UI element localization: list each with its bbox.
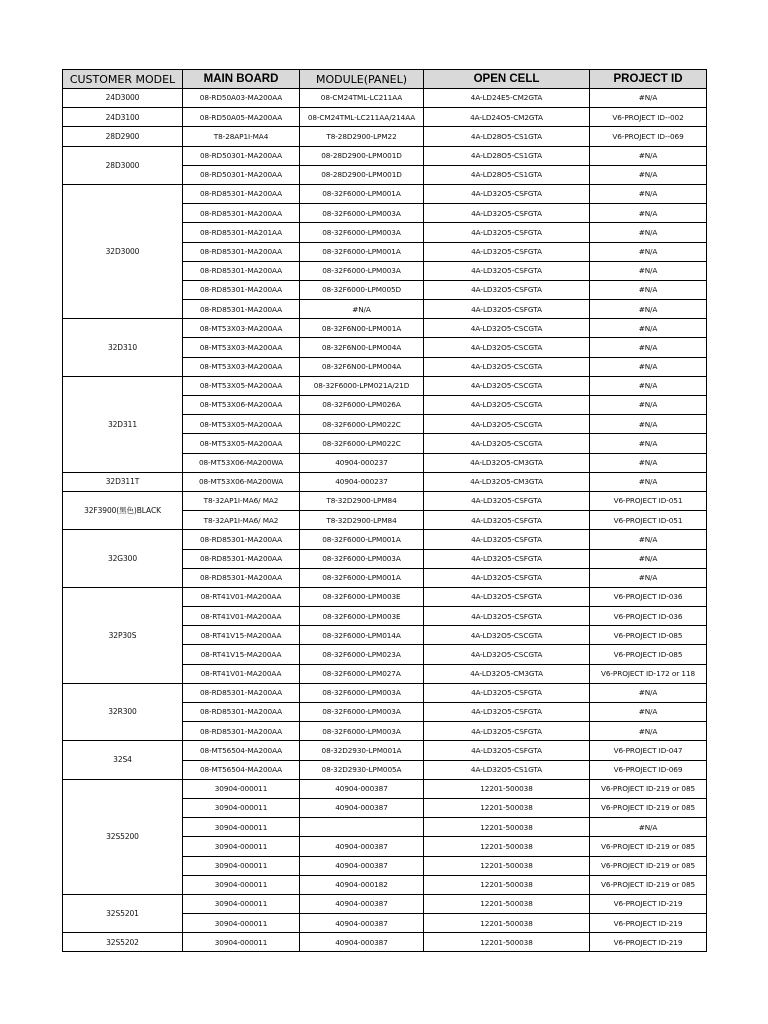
main-board-cell[interactable]: 08-RD85301-MA200AA <box>183 184 300 203</box>
table-row <box>63 184 707 203</box>
open-cell-cell[interactable]: 4A-LD32O5-CM3GTA <box>424 664 590 683</box>
module-cell[interactable]: 40904-000387 <box>300 837 424 856</box>
header-project-id[interactable]: PROJECT ID <box>590 70 707 89</box>
customer-model-cell[interactable]: 32S4 <box>63 741 183 779</box>
open-cell-cell[interactable]: 4A-LD32O5-CSCGTA <box>424 357 590 376</box>
module-cell[interactable]: #N/A <box>300 300 424 319</box>
open-cell-cell[interactable]: 12201-500038 <box>424 875 590 894</box>
main-board-cell[interactable]: 08-MT53X03-MA200AA <box>183 357 300 376</box>
open-cell-cell[interactable]: 12201-500038 <box>424 798 590 817</box>
project-id-cell[interactable]: #N/A <box>590 204 707 223</box>
module-cell[interactable]: 08-32F6000-LPM026A <box>300 396 424 415</box>
customer-model-cell[interactable]: 24D3000 <box>63 89 183 108</box>
main-board-cell[interactable]: 08-MT53X05-MA200AA <box>183 376 300 395</box>
main-board-cell[interactable]: 08-RT41V15-MA200AA <box>183 645 300 664</box>
project-id-cell[interactable]: V6-PROJECT ID-219 or 085 <box>590 875 707 894</box>
module-cell[interactable]: 40904-000387 <box>300 779 424 798</box>
module-cell[interactable]: 40904-000237 <box>300 453 424 472</box>
module-cell[interactable]: 08-32F6000-LPM003A <box>300 549 424 568</box>
open-cell-cell[interactable]: 12201-500038 <box>424 933 590 952</box>
open-cell-cell[interactable]: 4A-LD32O5-CS1GTA <box>424 760 590 779</box>
module-cell[interactable]: 08-32F6000-LPM001A <box>300 568 424 587</box>
open-cell-cell[interactable]: 4A-LD32O5-CSCGTA <box>424 338 590 357</box>
module-cell[interactable]: 40904-000387 <box>300 933 424 952</box>
project-id-cell[interactable]: V6-PROJECT ID-085 <box>590 626 707 645</box>
table-row <box>63 491 707 510</box>
customer-model-cell[interactable]: 24D3100 <box>63 108 183 127</box>
customer-model-cell[interactable]: 32R300 <box>63 683 183 741</box>
customer-model-cell[interactable]: 32F3900(黑色)BLACK <box>63 491 183 529</box>
project-id-cell[interactable]: #N/A <box>590 280 707 299</box>
main-board-cell[interactable]: 08-MT56504-MA200AA <box>183 741 300 760</box>
module-cell[interactable]: 08-32F6000-LPM003A <box>300 261 424 280</box>
module-cell[interactable]: 08-32F6000-LPM003A <box>300 683 424 702</box>
open-cell-cell[interactable]: 4A-LD32O5-CSFGTA <box>424 280 590 299</box>
table-body <box>63 89 707 952</box>
table-row <box>63 779 707 798</box>
module-cell[interactable]: 08-CM24TML-LC211AA <box>300 89 424 108</box>
open-cell-cell[interactable]: 12201-500038 <box>424 779 590 798</box>
open-cell-cell[interactable]: 4A-LD32O5-CSFGTA <box>424 549 590 568</box>
main-board-cell[interactable]: 08-MT53X05-MA200AA <box>183 415 300 434</box>
project-id-cell[interactable]: V6-PROJECT ID-051 <box>590 511 707 530</box>
module-cell[interactable]: 08-32F6000-LPM003E <box>300 587 424 606</box>
project-id-cell[interactable]: V6-PROJECT ID-219 <box>590 933 707 952</box>
open-cell-cell[interactable]: 4A-LD32O5-CSCGTA <box>424 319 590 338</box>
open-cell-cell[interactable]: 12201-500038 <box>424 894 590 913</box>
main-board-cell[interactable]: 08-MT56504-MA200AA <box>183 760 300 779</box>
module-cell[interactable]: 08-32F6000-LPM003A <box>300 703 424 722</box>
main-board-cell[interactable]: 08-RD50A03-MA200AA <box>183 89 300 108</box>
table-row <box>63 89 707 108</box>
project-id-cell[interactable]: #N/A <box>590 818 707 837</box>
main-board-cell[interactable]: 08-RD85301-MA200AA <box>183 683 300 702</box>
open-cell-cell[interactable]: 4A-LD24O5-CM2GTA <box>424 108 590 127</box>
module-cell[interactable]: 08-32F6N00-LPM001A <box>300 319 424 338</box>
main-board-cell[interactable]: 30904-000011 <box>183 798 300 817</box>
project-id-cell[interactable]: #N/A <box>590 261 707 280</box>
module-cell[interactable]: 08-32F6000-LPM003E <box>300 607 424 626</box>
open-cell-cell[interactable]: 4A-LD32O5-CSCGTA <box>424 415 590 434</box>
table-row <box>63 146 707 165</box>
project-id-cell[interactable]: #N/A <box>590 703 707 722</box>
open-cell-cell[interactable]: 4A-LD32O5-CSFGTA <box>424 300 590 319</box>
open-cell-cell[interactable]: 4A-LD32O5-CSCGTA <box>424 645 590 664</box>
main-board-cell[interactable]: 08-MT53X03-MA200AA <box>183 338 300 357</box>
open-cell-cell[interactable]: 4A-LD32O5-CSFGTA <box>424 741 590 760</box>
main-board-cell[interactable]: 30904-000011 <box>183 779 300 798</box>
open-cell-cell[interactable]: 4A-LD32O5-CSFGTA <box>424 683 590 702</box>
main-board-cell[interactable]: 08-MT53X06-MA200AA <box>183 396 300 415</box>
customer-model-cell[interactable]: 32D310 <box>63 319 183 377</box>
open-cell-cell[interactable]: 4A-LD32O5-CSFGTA <box>424 511 590 530</box>
module-cell[interactable] <box>300 818 424 837</box>
table-row <box>63 683 707 702</box>
main-board-cell[interactable]: 08-RT41V01-MA200AA <box>183 587 300 606</box>
module-cell[interactable]: 40904-000387 <box>300 894 424 913</box>
module-cell[interactable]: 40904-000237 <box>300 472 424 491</box>
module-cell[interactable]: 08-28D2900-LPM001D <box>300 165 424 184</box>
open-cell-cell[interactable]: 4A-LD28O5-CS1GTA <box>424 127 590 146</box>
module-cell[interactable]: 40904-000387 <box>300 914 424 933</box>
open-cell-cell[interactable]: 4A-LD32O5-CSFGTA <box>424 261 590 280</box>
module-cell[interactable]: 08-32F6000-LPM001A <box>300 530 424 549</box>
main-board-cell[interactable]: 08-RD85301-MA201AA <box>183 223 300 242</box>
table-row <box>63 127 707 146</box>
main-board-cell[interactable]: 08-MT53X03-MA200AA <box>183 319 300 338</box>
project-id-cell[interactable]: #N/A <box>590 415 707 434</box>
module-cell[interactable]: 08-28D2900-LPM001D <box>300 146 424 165</box>
project-id-cell[interactable]: V6-PROJECT ID-219 or 085 <box>590 779 707 798</box>
project-id-cell[interactable]: #N/A <box>590 338 707 357</box>
main-board-cell[interactable]: T8-32AP1I-MA6/ MA2 <box>183 491 300 510</box>
module-cell[interactable]: 08-32F6000-LPM027A <box>300 664 424 683</box>
project-id-cell[interactable]: #N/A <box>590 549 707 568</box>
main-board-cell[interactable]: 08-RD85301-MA200AA <box>183 549 300 568</box>
module-cell[interactable]: 08-32F6000-LPM003A <box>300 204 424 223</box>
open-cell-cell[interactable]: 12201-500038 <box>424 818 590 837</box>
open-cell-cell[interactable]: 4A-LD28O5-CS1GTA <box>424 165 590 184</box>
main-board-cell[interactable]: 08-RD85301-MA200AA <box>183 261 300 280</box>
module-cell[interactable]: 08-32F6000-LPM022C <box>300 415 424 434</box>
open-cell-cell[interactable]: 4A-LD32O5-CSCGTA <box>424 434 590 453</box>
table-row <box>63 741 707 760</box>
main-board-cell[interactable]: 30904-000011 <box>183 914 300 933</box>
module-cell[interactable]: 08-32F6000-LPM022C <box>300 434 424 453</box>
project-id-cell[interactable]: #N/A <box>590 683 707 702</box>
main-board-cell[interactable]: 08-RD50301-MA200AA <box>183 146 300 165</box>
module-cell[interactable]: 08-CM24TML-LC211AA/214AA <box>300 108 424 127</box>
project-id-cell[interactable]: V6-PROJECT ID-051 <box>590 491 707 510</box>
table-row <box>63 472 707 491</box>
project-id-cell[interactable]: #N/A <box>590 434 707 453</box>
spreadsheet-table <box>62 69 707 952</box>
project-id-cell[interactable]: V6-PROJECT ID-219 or 085 <box>590 837 707 856</box>
project-id-cell[interactable]: V6-PROJECT ID-219 or 085 <box>590 856 707 875</box>
customer-model-cell[interactable]: 32P30S <box>63 587 183 683</box>
project-id-cell[interactable]: V6-PROJECT ID-069 <box>590 760 707 779</box>
main-board-cell[interactable]: 08-RT41V01-MA200AA <box>183 607 300 626</box>
module-cell[interactable]: 08-32F6000-LPM014A <box>300 626 424 645</box>
main-board-cell[interactable]: 08-MT53X06-MA200WA <box>183 453 300 472</box>
open-cell-cell[interactable]: 4A-LD32O5-CSFGTA <box>424 587 590 606</box>
customer-model-cell[interactable]: 32D311T <box>63 472 183 491</box>
table-row <box>63 108 707 127</box>
header-open-cell[interactable]: OPEN CELL <box>424 70 590 89</box>
table-row <box>63 894 707 913</box>
table-row <box>63 376 707 395</box>
project-id-cell[interactable]: #N/A <box>590 89 707 108</box>
module-cell[interactable]: 08-32D2930-LPM005A <box>300 760 424 779</box>
module-cell[interactable]: 08-32F6000-LPM003A <box>300 722 424 741</box>
main-board-cell[interactable]: 30904-000011 <box>183 894 300 913</box>
open-cell-cell[interactable]: 4A-LD32O5-CSCGTA <box>424 626 590 645</box>
table-row <box>63 933 707 952</box>
customer-model-cell[interactable]: 32S5202 <box>63 933 183 952</box>
project-id-cell[interactable]: #N/A <box>590 184 707 203</box>
header-module-panel[interactable]: MODULE(PANEL) <box>300 70 424 89</box>
project-id-cell[interactable]: #N/A <box>590 453 707 472</box>
main-board-cell[interactable]: 08-RD85301-MA200AA <box>183 280 300 299</box>
module-cell[interactable]: 08-32F6N00-LPM004A <box>300 357 424 376</box>
open-cell-cell[interactable]: 4A-LD32O5-CSFGTA <box>424 530 590 549</box>
main-board-cell[interactable]: 08-RD85301-MA200AA <box>183 703 300 722</box>
project-id-cell[interactable]: V6-PROJECT ID-172 or 118 <box>590 664 707 683</box>
main-board-cell[interactable]: 30904-000011 <box>183 837 300 856</box>
open-cell-cell[interactable]: 4A-LD32O5-CSFGTA <box>424 184 590 203</box>
module-cell[interactable]: 08-32F6000-LPM003A <box>300 223 424 242</box>
open-cell-cell[interactable]: 4A-LD24E5-CM2GTA <box>424 89 590 108</box>
customer-model-cell[interactable]: 32D3000 <box>63 184 183 318</box>
customer-model-cell[interactable]: 32G300 <box>63 530 183 588</box>
customer-model-cell[interactable]: 28D2900 <box>63 127 183 146</box>
open-cell-cell[interactable]: 4A-LD32O5-CSFGTA <box>424 607 590 626</box>
main-board-cell[interactable]: 30904-000011 <box>183 875 300 894</box>
project-id-cell[interactable]: #N/A <box>590 357 707 376</box>
project-id-cell[interactable]: #N/A <box>590 319 707 338</box>
module-cell[interactable]: 08-32F6000-LPM005D <box>300 280 424 299</box>
project-id-cell[interactable]: V6-PROJECT ID-219 <box>590 894 707 913</box>
project-id-cell[interactable]: #N/A <box>590 376 707 395</box>
open-cell-cell[interactable]: 4A-LD32O5-CSFGTA <box>424 703 590 722</box>
main-board-cell[interactable]: 08-RD85301-MA200AA <box>183 530 300 549</box>
table-row <box>63 319 707 338</box>
main-board-cell[interactable]: 08-RD50A05-MA200AA <box>183 108 300 127</box>
main-board-cell[interactable]: 08-MT53X05-MA200AA <box>183 434 300 453</box>
project-id-cell[interactable]: #N/A <box>590 530 707 549</box>
project-id-cell[interactable]: #N/A <box>590 472 707 491</box>
main-board-cell[interactable]: 08-RD85301-MA200AA <box>183 242 300 261</box>
module-cell[interactable]: 08-32F6000-LPM001A <box>300 184 424 203</box>
table-row <box>63 587 707 606</box>
open-cell-cell[interactable]: 4A-LD32O5-CSFGTA <box>424 722 590 741</box>
customer-model-cell[interactable]: 32S5200 <box>63 779 183 894</box>
project-id-cell[interactable]: V6-PROJECT ID--069 <box>590 127 707 146</box>
main-board-cell[interactable]: 08-RT41V15-MA200AA <box>183 626 300 645</box>
project-id-cell[interactable]: #N/A <box>590 396 707 415</box>
open-cell-cell[interactable]: 4A-LD32O5-CSFGTA <box>424 568 590 587</box>
module-cell[interactable]: T8-32D2900-LPM84 <box>300 491 424 510</box>
main-board-cell[interactable]: 30904-000011 <box>183 856 300 875</box>
main-board-cell[interactable]: 08-MT53X06-MA200WA <box>183 472 300 491</box>
module-cell[interactable]: 08-32D2930-LPM001A <box>300 741 424 760</box>
open-cell-cell[interactable]: 12201-500038 <box>424 837 590 856</box>
main-board-cell[interactable]: 08-RD85301-MA200AA <box>183 722 300 741</box>
main-board-cell[interactable]: 30904-000011 <box>183 933 300 952</box>
module-cell[interactable]: 08-32F6000-LPM001A <box>300 242 424 261</box>
project-id-cell[interactable]: V6-PROJECT ID-219 <box>590 914 707 933</box>
project-id-cell[interactable]: V6-PROJECT ID-219 or 085 <box>590 798 707 817</box>
project-id-cell[interactable]: V6-PROJECT ID-036 <box>590 607 707 626</box>
module-cell[interactable]: 40904-000182 <box>300 875 424 894</box>
project-id-cell[interactable]: V6-PROJECT ID-036 <box>590 587 707 606</box>
open-cell-cell[interactable]: 4A-LD32O5-CSCGTA <box>424 396 590 415</box>
project-id-cell[interactable]: V6-PROJECT ID-047 <box>590 741 707 760</box>
project-id-cell[interactable]: V6-PROJECT ID-085 <box>590 645 707 664</box>
project-id-cell[interactable]: #N/A <box>590 146 707 165</box>
module-cell[interactable]: T8-32D2900-LPM84 <box>300 511 424 530</box>
open-cell-cell[interactable]: 4A-LD32O5-CSCGTA <box>424 376 590 395</box>
header-customer-model[interactable]: CUSTOMER MODEL <box>63 70 183 89</box>
open-cell-cell[interactable]: 4A-LD32O5-CSFGTA <box>424 204 590 223</box>
main-board-cell[interactable]: 08-RD50301-MA200AA <box>183 165 300 184</box>
main-board-cell[interactable]: 08-RT41V01-MA200AA <box>183 664 300 683</box>
main-board-cell[interactable]: 08-RD85301-MA200AA <box>183 568 300 587</box>
open-cell-cell[interactable]: 4A-LD28O5-CS1GTA <box>424 146 590 165</box>
table-row <box>63 530 707 549</box>
header-main-board[interactable]: MAIN BOARD <box>183 70 300 89</box>
header-row <box>63 70 707 89</box>
open-cell-cell[interactable]: 4A-LD32O5-CSFGTA <box>424 491 590 510</box>
customer-model-cell[interactable]: 28D3000 <box>63 146 183 184</box>
project-id-cell[interactable]: #N/A <box>590 300 707 319</box>
customer-model-cell[interactable]: 32S5201 <box>63 894 183 932</box>
main-board-cell[interactable]: 08-RD85301-MA200AA <box>183 300 300 319</box>
project-id-cell[interactable]: #N/A <box>590 223 707 242</box>
main-board-cell[interactable]: 30904-000011 <box>183 818 300 837</box>
main-board-cell[interactable]: T8-28AP1I-MA4 <box>183 127 300 146</box>
module-cell[interactable]: 40904-000387 <box>300 856 424 875</box>
open-cell-cell[interactable]: 4A-LD32O5-CSFGTA <box>424 242 590 261</box>
open-cell-cell[interactable]: 4A-LD32O5-CM3GTA <box>424 453 590 472</box>
module-cell[interactable]: T8-28D2900-LPM22 <box>300 127 424 146</box>
project-id-cell[interactable]: #N/A <box>590 165 707 184</box>
project-id-cell[interactable]: #N/A <box>590 722 707 741</box>
open-cell-cell[interactable]: 4A-LD32O5-CM3GTA <box>424 472 590 491</box>
open-cell-cell[interactable]: 12201-500038 <box>424 856 590 875</box>
module-cell[interactable]: 08-32F6N00-LPM004A <box>300 338 424 357</box>
project-id-cell[interactable]: #N/A <box>590 242 707 261</box>
main-board-cell[interactable]: T8-32AP1I-MA6/ MA2 <box>183 511 300 530</box>
project-id-cell[interactable]: V6-PROJECT ID--002 <box>590 108 707 127</box>
customer-model-cell[interactable]: 32D311 <box>63 376 183 472</box>
open-cell-cell[interactable]: 4A-LD32O5-CSFGTA <box>424 223 590 242</box>
module-cell[interactable]: 08-32F6000-LPM021A/21D <box>300 376 424 395</box>
open-cell-cell[interactable]: 12201-500038 <box>424 914 590 933</box>
project-id-cell[interactable]: #N/A <box>590 568 707 587</box>
module-cell[interactable]: 40904-000387 <box>300 798 424 817</box>
main-board-cell[interactable]: 08-RD85301-MA200AA <box>183 204 300 223</box>
module-cell[interactable]: 08-32F6000-LPM023A <box>300 645 424 664</box>
